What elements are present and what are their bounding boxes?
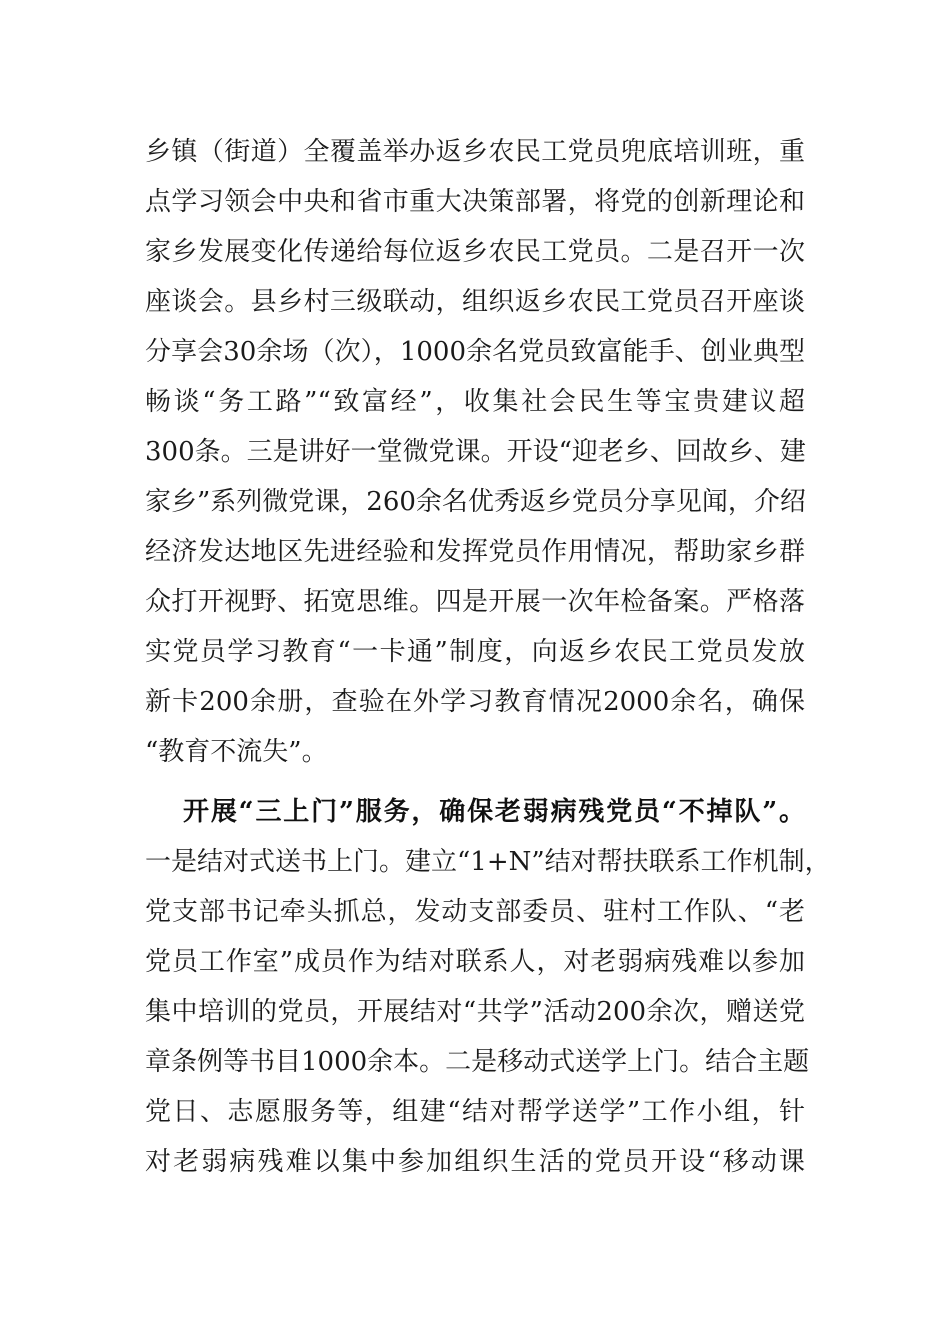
text-line: 党支部书记牵头抓总，发动支部委员、驻村工作队、“老	[145, 897, 805, 927]
text-line: 家乡”系列微党课，260余名优秀返乡党员分享见闻，介绍	[145, 487, 806, 517]
section-heading: 开展“三上门”服务，确保老弱病残党员“不掉队”。	[183, 797, 805, 827]
text-line: 经济发达地区先进经验和发挥党员作用情况，帮助家乡群	[145, 537, 805, 567]
text-line: “教育不流失”。	[145, 737, 328, 767]
text-line: 乡镇（街道）全覆盖举办返乡农民工党员兜底培训班，重	[145, 137, 805, 167]
text-line: 众打开视野、拓宽思维。四是开展一次年检备案。严格落	[145, 587, 805, 617]
text-line: 点学习领会中央和省市重大决策部署，将党的创新理论和	[145, 187, 805, 217]
text-line: 党员工作室”成员作为结对联系人，对老弱病残难以参加	[145, 947, 805, 977]
text-line: 章条例等书目1000余本。二是移动式送学上门。结合主题	[145, 1047, 810, 1077]
text-line: 集中培训的党员，开展结对“共学”活动200余次，赠送党	[145, 997, 805, 1027]
text-line: 新卡200余册，查验在外学习教育情况2000余名，确保	[145, 687, 805, 717]
text-line: 实党员学习教育“一卡通”制度，向返乡农民工党员发放	[145, 637, 805, 667]
text-line: 座谈会。县乡村三级联动，组织返乡农民工党员召开座谈	[145, 287, 805, 317]
text-line: 300条。三是讲好一堂微党课。开设“迎老乡、回故乡、建	[145, 437, 806, 467]
text-line: 家乡发展变化传递给每位返乡农民工党员。二是召开一次	[145, 237, 805, 267]
text-line: 一是结对式送书上门。建立“1+N”结对帮扶联系工作机制，	[145, 847, 831, 877]
text-line: 党日、志愿服务等，组建“结对帮学送学”工作小组，针	[145, 1097, 805, 1127]
text-line: 分享会30余场（次），1000余名党员致富能手、创业典型	[145, 337, 805, 367]
text-line: 对老弱病残难以集中参加组织生活的党员开设“移动课	[145, 1147, 805, 1177]
text-line: 畅谈“务工路”“致富经”，收集社会民生等宝贵建议超	[145, 387, 805, 417]
